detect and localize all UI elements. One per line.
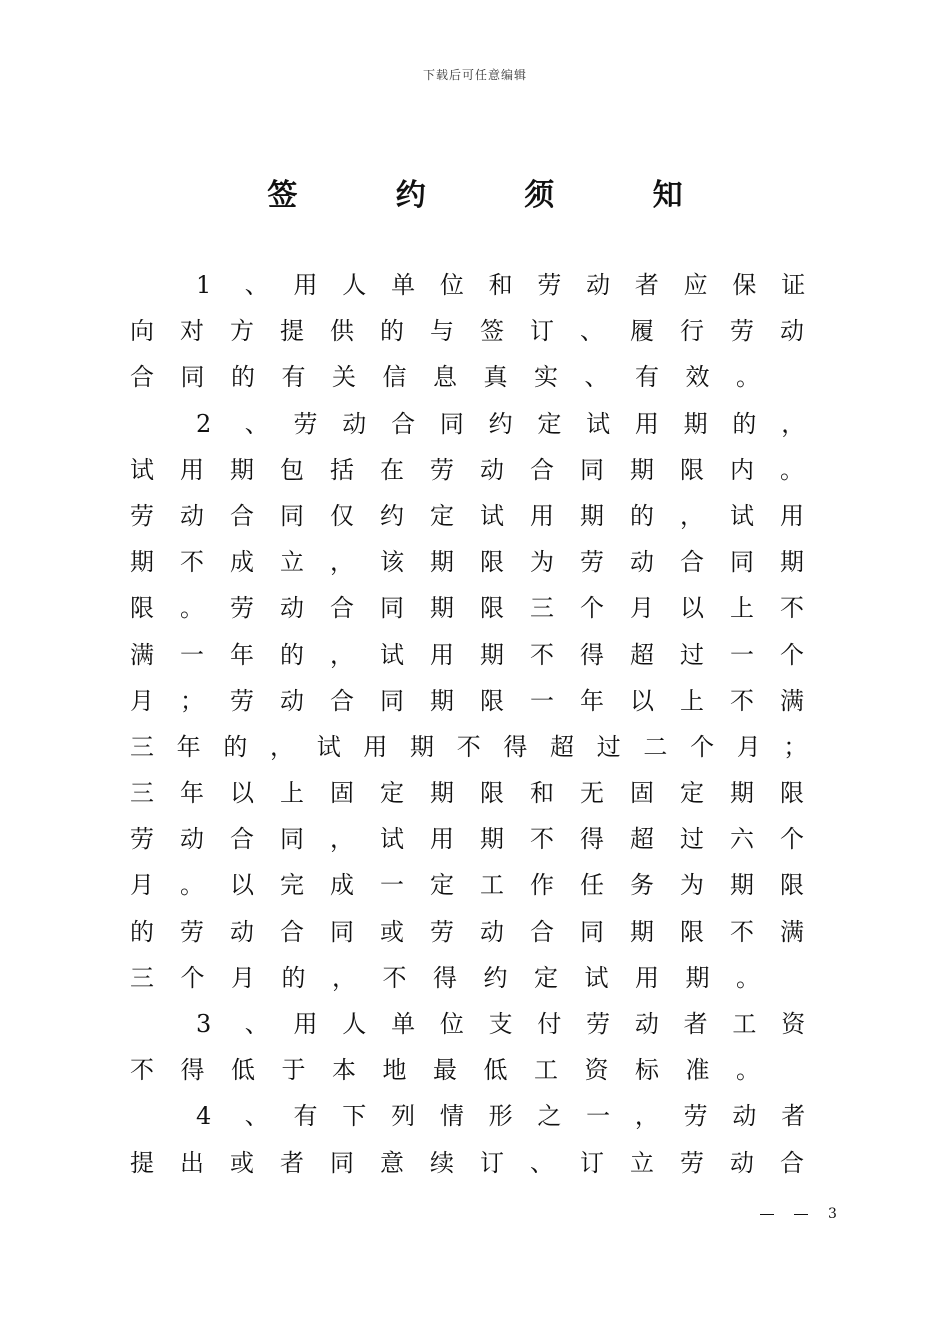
text-line: 向 对 方 提 供 的 与 签 订 、 履 行 劳 动 <box>130 317 804 346</box>
text-line: 劳 动 合 同 仅 约 定 试 用 期 的 ， 试 用 <box>130 501 804 530</box>
text-line: 限 。 劳 动 合 同 期 限 三 个 月 以 上 不 <box>130 594 804 623</box>
text-line: 的 劳 动 合 同 或 劳 动 合 同 期 限 不 满 <box>130 917 804 946</box>
text-line: 4 、 有 下 列 情 形 之 一 ， 劳 动 者 <box>196 1102 806 1131</box>
footer-dash <box>794 1214 808 1215</box>
text-line: 3 、 用 人 单 位 支 付 劳 动 者 工 资 <box>196 1010 806 1038</box>
text-line: 1 、 用 人 单 位 和 劳 动 者 应 保 证 <box>196 271 806 299</box>
page-footer <box>760 1206 837 1222</box>
text-line: 三 年 的 ， 试 用 期 不 得 超 过 二 个 月 ； <box>130 732 808 761</box>
text-line: 满 一 年 的 ， 试 用 期 不 得 超 过 一 个 <box>130 640 804 669</box>
text-line: 试 用 期 包 括 在 劳 动 合 同 期 限 内 。 <box>130 455 804 484</box>
text-line: 月 ； 劳 动 合 同 期 限 一 年 以 上 不 满 <box>130 686 804 715</box>
document-title: 签 约 须 知 <box>267 178 727 213</box>
text-line: 月 。 以 完 成 一 定 工 作 任 务 为 期 限 <box>130 871 804 900</box>
text-line: 2 、 劳 动 合 同 约 定 试 用 期 的 ， <box>196 409 806 438</box>
text-line: 提 出 或 者 同 意 续 订 、 订 立 劳 动 合 <box>130 1148 804 1177</box>
page-number: 3 <box>828 1206 837 1222</box>
text-line: 劳 动 合 同 ， 试 用 期 不 得 超 过 六 个 <box>130 825 804 854</box>
text-line: 三 个 月 的 ， 不 得 约 定 试 用 期 。 <box>130 963 760 992</box>
text-line: 不 得 低 于 本 地 最 低 工 资 标 准 。 <box>130 1056 760 1085</box>
text-line: 合 同 的 有 关 信 息 真 实 、 有 效 。 <box>130 363 760 392</box>
text-line: 期 不 成 立 ， 该 期 限 为 劳 动 合 同 期 <box>130 548 804 577</box>
page-header: 下载后可任意编辑 <box>422 68 527 82</box>
footer-dash <box>760 1214 774 1215</box>
text-line: 三 年 以 上 固 定 期 限 和 无 固 定 期 限 <box>130 779 804 808</box>
document-body <box>130 262 830 1186</box>
